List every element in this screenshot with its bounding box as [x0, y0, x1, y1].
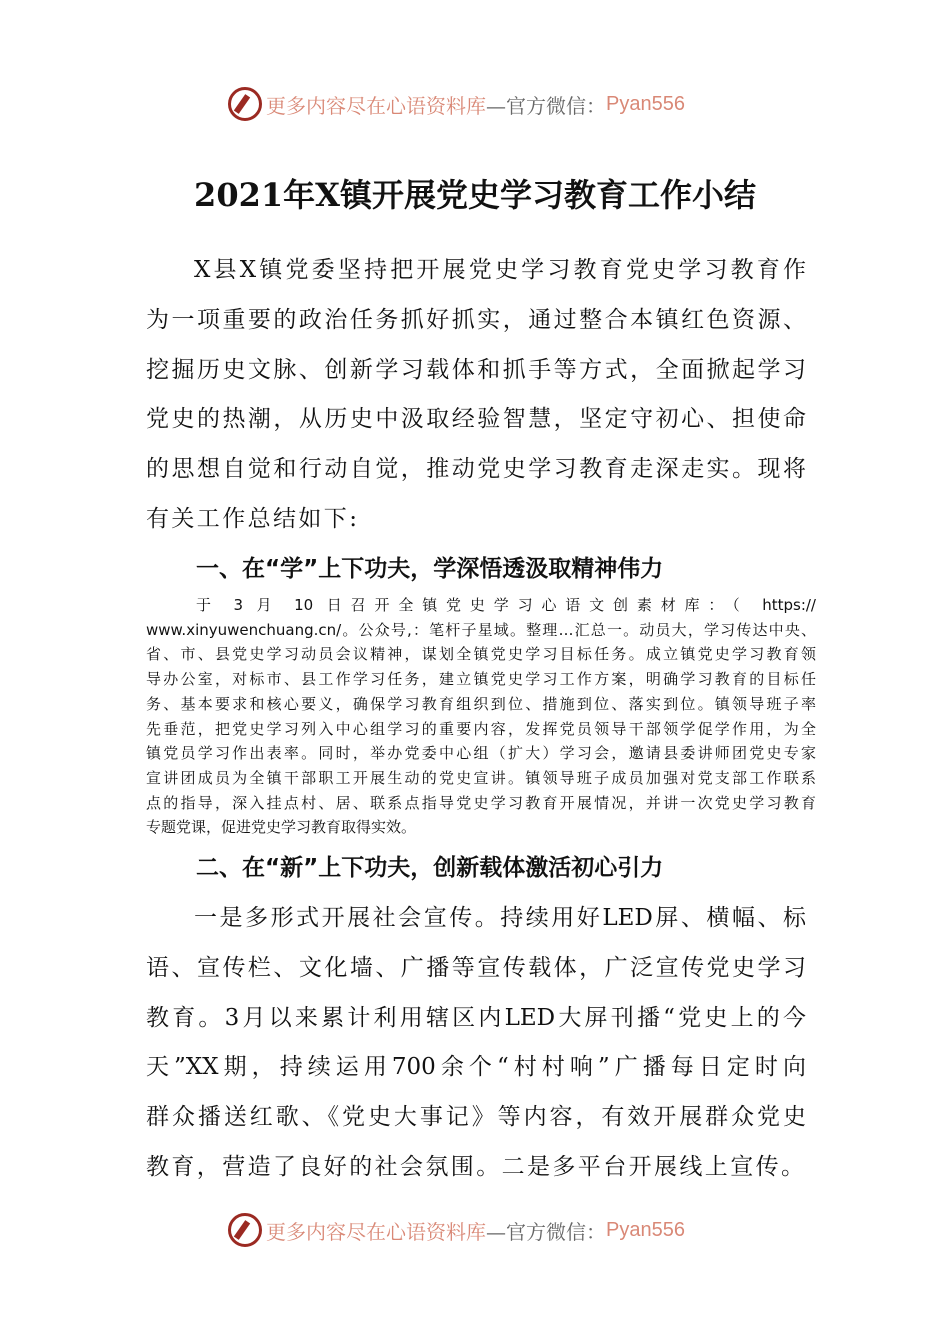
watermark-text: 更多内容尽在心语资料库	[266, 93, 486, 118]
watermark-footer	[228, 1212, 685, 1248]
paragraph-line: 群众播送红歌、《党史大事记》等内容，有效开展群众党史	[146, 1104, 806, 1131]
watermark-text: —官方微信：	[486, 1219, 606, 1244]
document-title: 2021年X镇开展党史学习教育工作小结	[194, 176, 756, 214]
paragraph-line: 导办公室，对标市、县工作学习任务，建立镇党史学习工作方案，明确学习教育的目标任	[146, 670, 816, 689]
paragraph-line: X县X镇党委坚持把开展党史学习教育党史学习教育作	[194, 257, 806, 283]
watermark-id: Pyan556	[606, 1218, 685, 1241]
paragraph-line: 镇党员学习作出表率。同时，举办党委中心组（扩大）学习会，邀请县委讲师团党史专家	[146, 744, 816, 763]
paragraph-line: 先垂范，把党史学习列入中心组学习的重要内容，发挥党员领导干部领学促学作用，为全	[146, 719, 816, 738]
paragraph-line: 专题党课，促进党史学习教育取得实效。	[146, 818, 417, 837]
watermark-id: Pyan556	[606, 92, 685, 115]
watermark-text: 更多内容尽在心语资料库	[266, 1219, 486, 1244]
paragraph-line: 党史的热潮，从历史中汲取经验智慧，坚定守初心、担使命	[146, 406, 806, 433]
section-heading: 一、在“学”上下功夫，学深悟透汲取精神伟力	[196, 556, 664, 582]
paragraph-line: 挖掘历史文脉、创新学习载体和抓手等方式，全面掀起学习	[146, 356, 806, 383]
paragraph-line: 天”XX期，持续运用700余个“村村响”广播每日定时向	[146, 1054, 806, 1081]
quill-logo-icon	[228, 1213, 262, 1247]
paragraph-line: 于 3 月 10 日召开全镇党史学习心语文创素材库：（ https://	[196, 596, 816, 614]
paragraph-line: 点的指导，深入挂点村、居、联系点指导党史学习教育开展情况，并讲一次党史学习教育	[146, 793, 816, 812]
paragraph-line: 一是多形式开展社会宣传。持续用好LED屏、横幅、标	[194, 905, 806, 931]
paragraph-line: 省、市、县党史学习动员会议精神，谋划全镇党史学习目标任务。成立镇党史学习教育领	[146, 645, 816, 664]
watermark-header	[228, 86, 685, 122]
watermark-text: —官方微信：	[486, 93, 606, 118]
paragraph-line: 教育，营造了良好的社会氛围。二是多平台开展线上宣传。	[146, 1154, 807, 1180]
quill-logo-icon	[228, 87, 262, 121]
paragraph-line: 语、宣传栏、文化墙、广播等宣传载体，广泛宣传党史学习	[146, 954, 806, 981]
paragraph-line: 有关工作总结如下:	[146, 506, 360, 532]
paragraph-line: 务、基本要求和核心要义，确保学习教育组织到位、措施到位、落实到位。镇领导班子率	[146, 694, 816, 713]
section-heading: 二、在“新”上下功夫，创新载体激活初心引力	[196, 855, 664, 881]
paragraph-line: 教育。3月以来累计利用辖区内LED大屏刊播“党史上的今	[146, 1004, 806, 1031]
paragraph-line: 的思想自觉和行动自觉，推动党史学习教育走深走实。现将	[146, 456, 806, 483]
paragraph-line: 为一项重要的政治任务抓好抓实，通过整合本镇红色资源、	[146, 306, 806, 333]
paragraph-line: 宣讲团成员为全镇干部职工开展生动的党史宣讲。镇领导班子成员加强对党支部工作联系	[146, 768, 816, 787]
paragraph-line: www.xinyuwenchuang.cn/。公众号,：笔杆子星域。整理…汇总一。动员大，学习传达中央、	[146, 620, 816, 639]
